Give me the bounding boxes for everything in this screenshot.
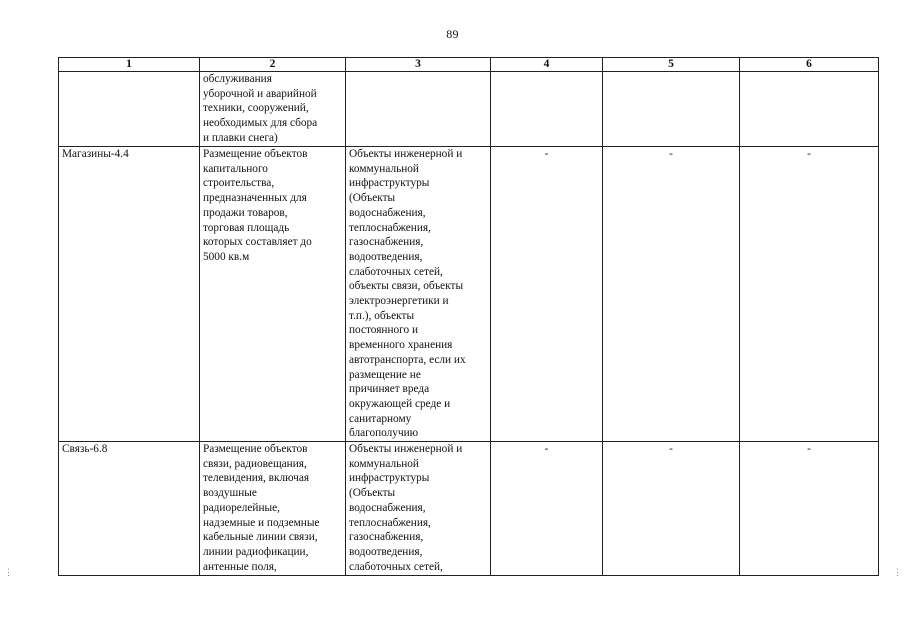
parameter-cell (603, 72, 740, 147)
cell-line: строительства, (203, 177, 275, 190)
cell-line: слаботочных сетей, (349, 560, 443, 573)
cell-line: продажи товаров, (203, 206, 288, 219)
cell-line: теплоснабжения, (349, 516, 431, 529)
cell-line: Размещение объектов (203, 443, 308, 456)
table-header-row (59, 58, 879, 72)
use-description-cell (200, 72, 346, 147)
cell-line: объекты связи, объекты (349, 280, 464, 293)
cell-line: окружающей среде и (349, 397, 451, 410)
cell-line: которых составляет до (203, 236, 312, 249)
cell-line: кабельные линии связи, (203, 531, 318, 544)
cell-line: инфраструктуры (349, 472, 430, 485)
cell-line: линии радиофикации, (203, 545, 309, 558)
table-row (59, 442, 879, 576)
cell-line: санитарному (349, 412, 412, 425)
parameter-cell (491, 72, 603, 147)
column-header: 4 (491, 58, 603, 72)
cell-line: теплоснабжения, (349, 221, 431, 234)
cell-line: связи, радиовещания, (203, 457, 307, 470)
cell-line: радиорелейные, (203, 501, 280, 514)
column-header: 1 (59, 58, 200, 72)
parameter-cell: - (603, 147, 740, 442)
cell-line: антенные поля, (203, 560, 277, 573)
cell-line: обслуживания (203, 73, 272, 85)
cell-line: автотранспорта, если их (349, 353, 466, 366)
use-type-cell: Магазины-4.4 (59, 147, 200, 442)
parameter-cell: - (491, 442, 603, 576)
cell-line: и плавки снега) (203, 131, 278, 144)
cell-line: размещение не (349, 368, 421, 381)
scan-margin-mark: ⋮ (893, 567, 902, 577)
parameter-cell: - (491, 147, 603, 442)
cell-line: (Объекты (349, 192, 396, 205)
use-description-cell (200, 147, 346, 442)
cell-line: т.п.), объекты (349, 309, 415, 322)
column-header: 3 (346, 58, 491, 72)
cell-line: капитального (203, 162, 268, 175)
cell-line: водоснабжения, (349, 206, 426, 219)
cell-line: Размещение объектов (203, 148, 308, 160)
cell-line: 5000 кв.м (203, 250, 250, 263)
use-type-cell (59, 72, 200, 147)
parameter-cell (740, 72, 879, 147)
cell-line: причиняет вреда (349, 383, 430, 396)
cell-line: Объекты инженерной и (349, 443, 463, 456)
column-header: 5 (603, 58, 740, 72)
cell-line: слаботочных сетей, (349, 265, 443, 278)
cell-line: (Объекты (349, 487, 396, 500)
cell-line: воздушные (203, 487, 257, 500)
cell-line: инфраструктуры (349, 177, 430, 190)
land-use-table (58, 57, 879, 576)
parameter-cell: - (603, 442, 740, 576)
cell-line: газоснабжения, (349, 236, 424, 249)
cell-line: торговая площадь (203, 221, 290, 234)
cell-line: электроэнергетики и (349, 295, 449, 308)
auxiliary-use-cell (346, 147, 491, 442)
cell-line: предназначенных для (203, 192, 307, 205)
use-type-cell: Связь-6.8 (59, 442, 200, 576)
table-row (59, 147, 879, 442)
scan-margin-mark: ⋮ (4, 567, 13, 577)
parameter-cell: - (740, 442, 879, 576)
cell-line: водоснабжения, (349, 501, 426, 514)
column-header: 6 (740, 58, 879, 72)
auxiliary-use-cell (346, 72, 491, 147)
cell-line: коммунальной (349, 457, 419, 470)
page-number: 89 (446, 27, 459, 41)
cell-line: водоотведения, (349, 545, 423, 558)
cell-line: временного хранения (349, 339, 453, 352)
cell-line: постоянного и (349, 324, 419, 337)
cell-line: надземные и подземные (203, 516, 320, 529)
cell-line: необходимых для сбора (203, 117, 318, 130)
cell-line: Объекты инженерной и (349, 148, 463, 160)
cell-line: телевидения, включая (203, 472, 310, 485)
column-header: 2 (200, 58, 346, 72)
cell-line: водоотведения, (349, 250, 423, 263)
table-row (59, 72, 879, 147)
cell-line: коммунальной (349, 162, 419, 175)
cell-line: благополучию (349, 427, 419, 440)
cell-line: техники, сооружений, (203, 102, 309, 115)
use-description-cell (200, 442, 346, 576)
auxiliary-use-cell (346, 442, 491, 576)
parameter-cell: - (740, 147, 879, 442)
cell-line: газоснабжения, (349, 531, 424, 544)
cell-line: уборочной и аварийной (203, 87, 317, 100)
